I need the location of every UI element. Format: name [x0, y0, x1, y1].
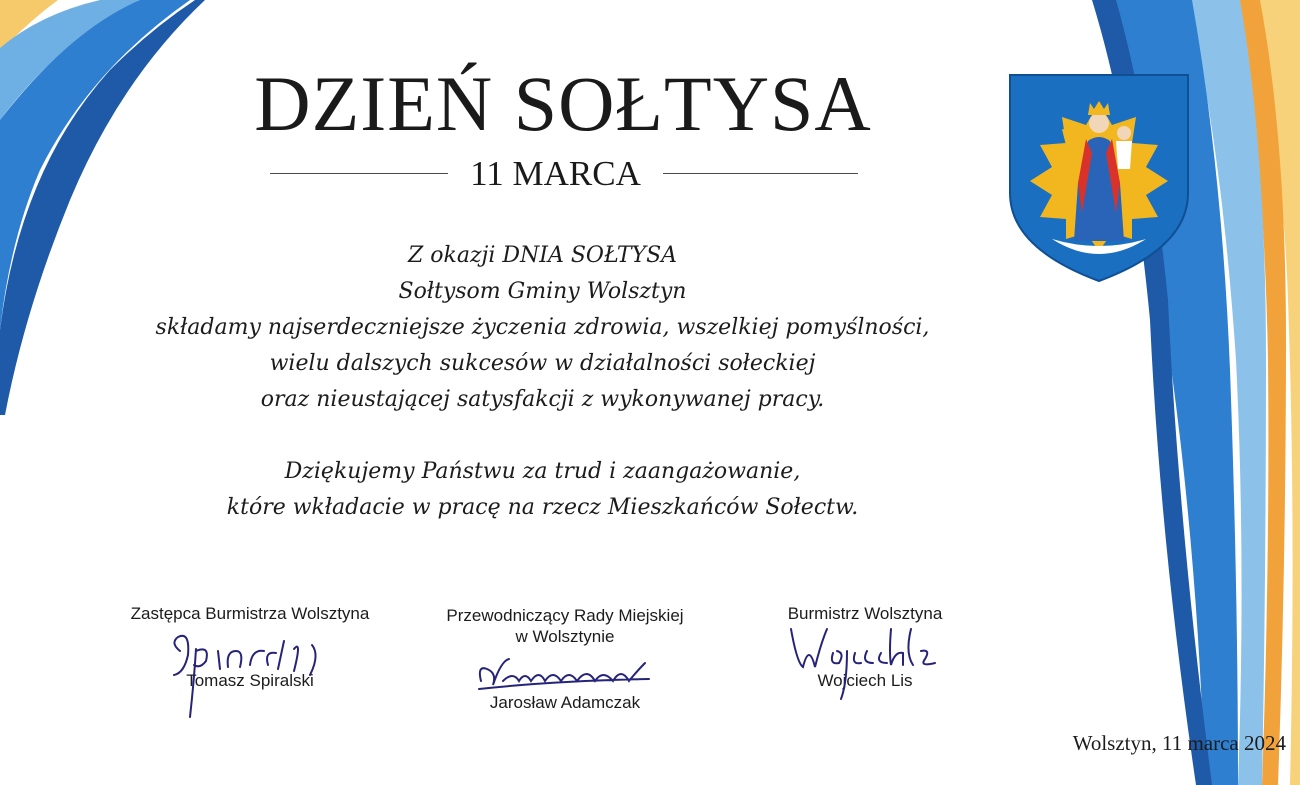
coat-of-arms-emblem — [1008, 73, 1190, 285]
thanks-paragraph — [100, 454, 985, 526]
crest-figure-head — [1089, 113, 1109, 133]
signature-role-line: Zastępca Burmistrza Wolsztyna — [130, 604, 370, 623]
greeting-line: składamy najserdeczniejsze życzenia zdrowia, wszelkiej pomyślności, — [155, 315, 930, 340]
signature-role-line: Burmistrz Wolsztyna — [787, 604, 943, 623]
page-subtitle: 11 MARCA — [470, 154, 641, 193]
crest-child-body — [1116, 141, 1132, 169]
greeting-paragraph — [100, 238, 985, 418]
subtitle-row — [270, 152, 860, 196]
page-title: DZIEŃ SOŁTYSA — [254, 60, 872, 147]
signature-name: Tomasz Spiralski — [186, 671, 314, 690]
signature-name: Jarosław Adamczak — [489, 693, 641, 712]
greeting-line: oraz nieustającej satysfakcji z wykonywanej pracy. — [260, 387, 825, 412]
place-and-date: Wolsztyn, 11 marca 2024 — [1072, 731, 1286, 755]
signature-role — [745, 603, 985, 624]
signature-role-line: Przewodniczący Rady Miejskiej — [446, 606, 684, 625]
subtitle-rule-right — [663, 173, 858, 174]
signature-role — [415, 605, 715, 647]
crest-child-head — [1117, 126, 1131, 140]
handwritten-signature — [166, 621, 336, 721]
handwritten-signature — [473, 651, 663, 701]
subtitle-rule-left — [270, 173, 448, 174]
thanks-line: Dziękujemy Państwu za trud i zaangażowanie, — [284, 459, 801, 484]
greeting-line: Sołtysom Gminy Wolsztyn — [398, 279, 687, 304]
handwritten-signature — [785, 623, 945, 703]
thanks-line: które wkładacie w pracę na rzecz Mieszkańców Sołectw. — [226, 495, 859, 520]
greeting-line: wielu dalszych sukcesów w działalności sołeckiej — [269, 351, 816, 376]
greeting-line: Z okazji DNIA SOŁTYSA — [407, 243, 678, 268]
signature-block-deputy-mayor — [100, 603, 400, 723]
signature-role-line: w Wolsztynie — [515, 627, 615, 646]
signature-block-mayor — [745, 603, 985, 723]
signature-name: Wojciech Lis — [817, 671, 913, 690]
signature-block-council-chairman — [415, 605, 715, 725]
